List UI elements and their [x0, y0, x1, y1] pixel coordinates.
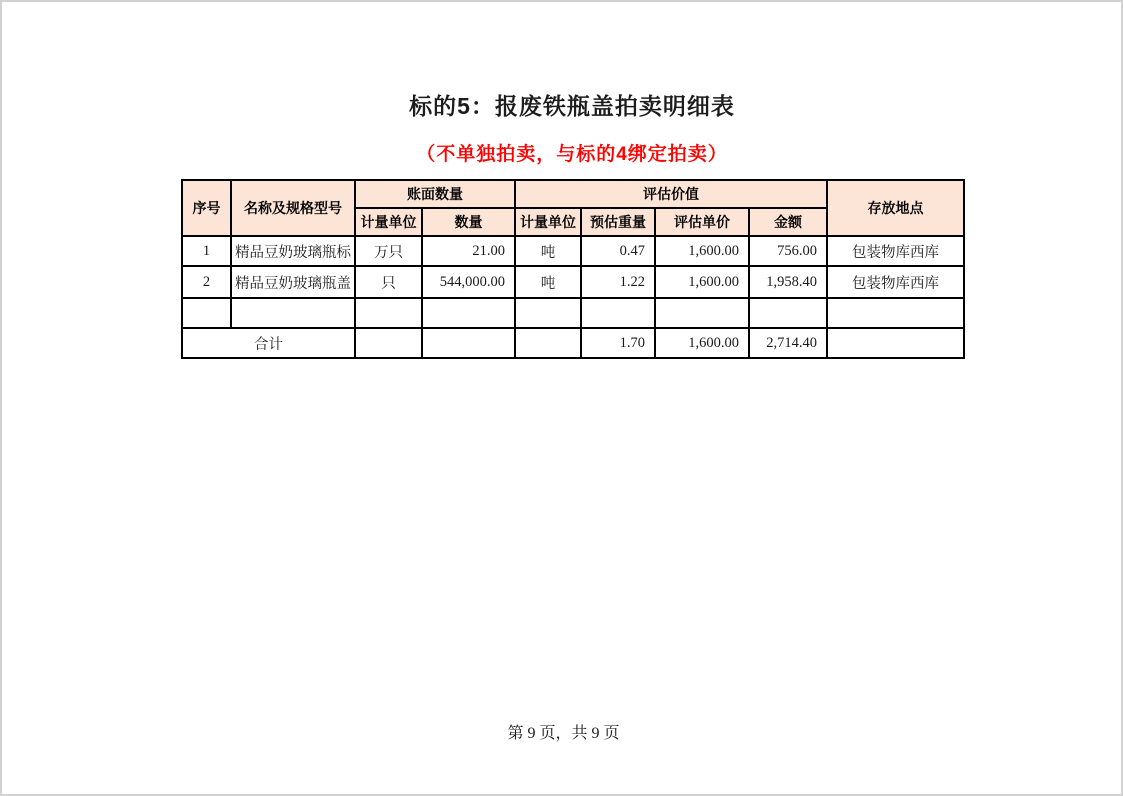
- empty-cell: [422, 328, 515, 358]
- header-eval-unit: 计量单位: [515, 208, 581, 236]
- cell-book-qty: 544,000.00: [422, 266, 515, 298]
- cell-eval-unit: 吨: [515, 236, 581, 266]
- total-est-weight-cell: 1.70: [581, 328, 655, 358]
- table-row-2: [182, 266, 964, 298]
- header-book-qty-group: 账面数量: [355, 180, 515, 208]
- header-location: 存放地点: [827, 180, 964, 236]
- cell-eval-price: 1,600.00: [655, 266, 749, 298]
- cell-name: 精品豆奶玻璃瓶盖: [231, 266, 355, 298]
- cell-eval-unit: 吨: [515, 266, 581, 298]
- cell-est-weight: 0.47: [581, 236, 655, 266]
- header-book-qty: 数量: [422, 208, 515, 236]
- empty-cell: [231, 298, 355, 328]
- header-eval-price: 评估单价: [655, 208, 749, 236]
- document-subtitle: （不单独拍卖，与标的4绑定拍卖）: [416, 144, 728, 165]
- empty-cell: [515, 298, 581, 328]
- cell-location: 包装物库西库: [827, 236, 964, 266]
- empty-cell: [581, 298, 655, 328]
- cell-est-weight: 1.22: [581, 266, 655, 298]
- empty-cell: [655, 298, 749, 328]
- cell-eval-price: 1,600.00: [655, 236, 749, 266]
- cell-name: 精品豆奶玻璃瓶标: [231, 236, 355, 266]
- cell-amount: 1,958.40: [749, 266, 827, 298]
- cell-seq: 2: [182, 266, 231, 298]
- empty-cell: [355, 328, 422, 358]
- cell-book-unit: 只: [355, 266, 422, 298]
- total-eval-price-cell: 1,600.00: [655, 328, 749, 358]
- total-label-cell: 合计: [182, 328, 355, 358]
- cell-amount: 756.00: [749, 236, 827, 266]
- empty-cell: [515, 328, 581, 358]
- empty-cell: [827, 328, 964, 358]
- header-book-unit: 计量单位: [355, 208, 422, 236]
- empty-cell: [749, 298, 827, 328]
- page-number-footer: 第 9 页，共 9 页: [507, 725, 620, 742]
- header-seq: 序号: [182, 180, 231, 236]
- header-row-1: [182, 180, 964, 208]
- cell-seq: 1: [182, 236, 231, 266]
- header-amount: 金额: [749, 208, 827, 236]
- empty-cell: [355, 298, 422, 328]
- total-row: [182, 328, 964, 358]
- header-name-spec: 名称及规格型号: [231, 180, 355, 236]
- document-title: 标的5：报废铁瓶盖拍卖明细表: [409, 93, 735, 119]
- empty-cell: [182, 298, 231, 328]
- header-eval-group: 评估价值: [515, 180, 827, 208]
- table-row-empty: [182, 298, 964, 328]
- empty-cell: [827, 298, 964, 328]
- cell-book-qty: 21.00: [422, 236, 515, 266]
- auction-detail-table: [181, 179, 965, 359]
- table-row-1: [182, 236, 964, 266]
- cell-book-unit: 万只: [355, 236, 422, 266]
- header-est-weight: 预估重量: [581, 208, 655, 236]
- empty-cell: [422, 298, 515, 328]
- cell-location: 包装物库西库: [827, 266, 964, 298]
- total-amount-cell: 2,714.40: [749, 328, 827, 358]
